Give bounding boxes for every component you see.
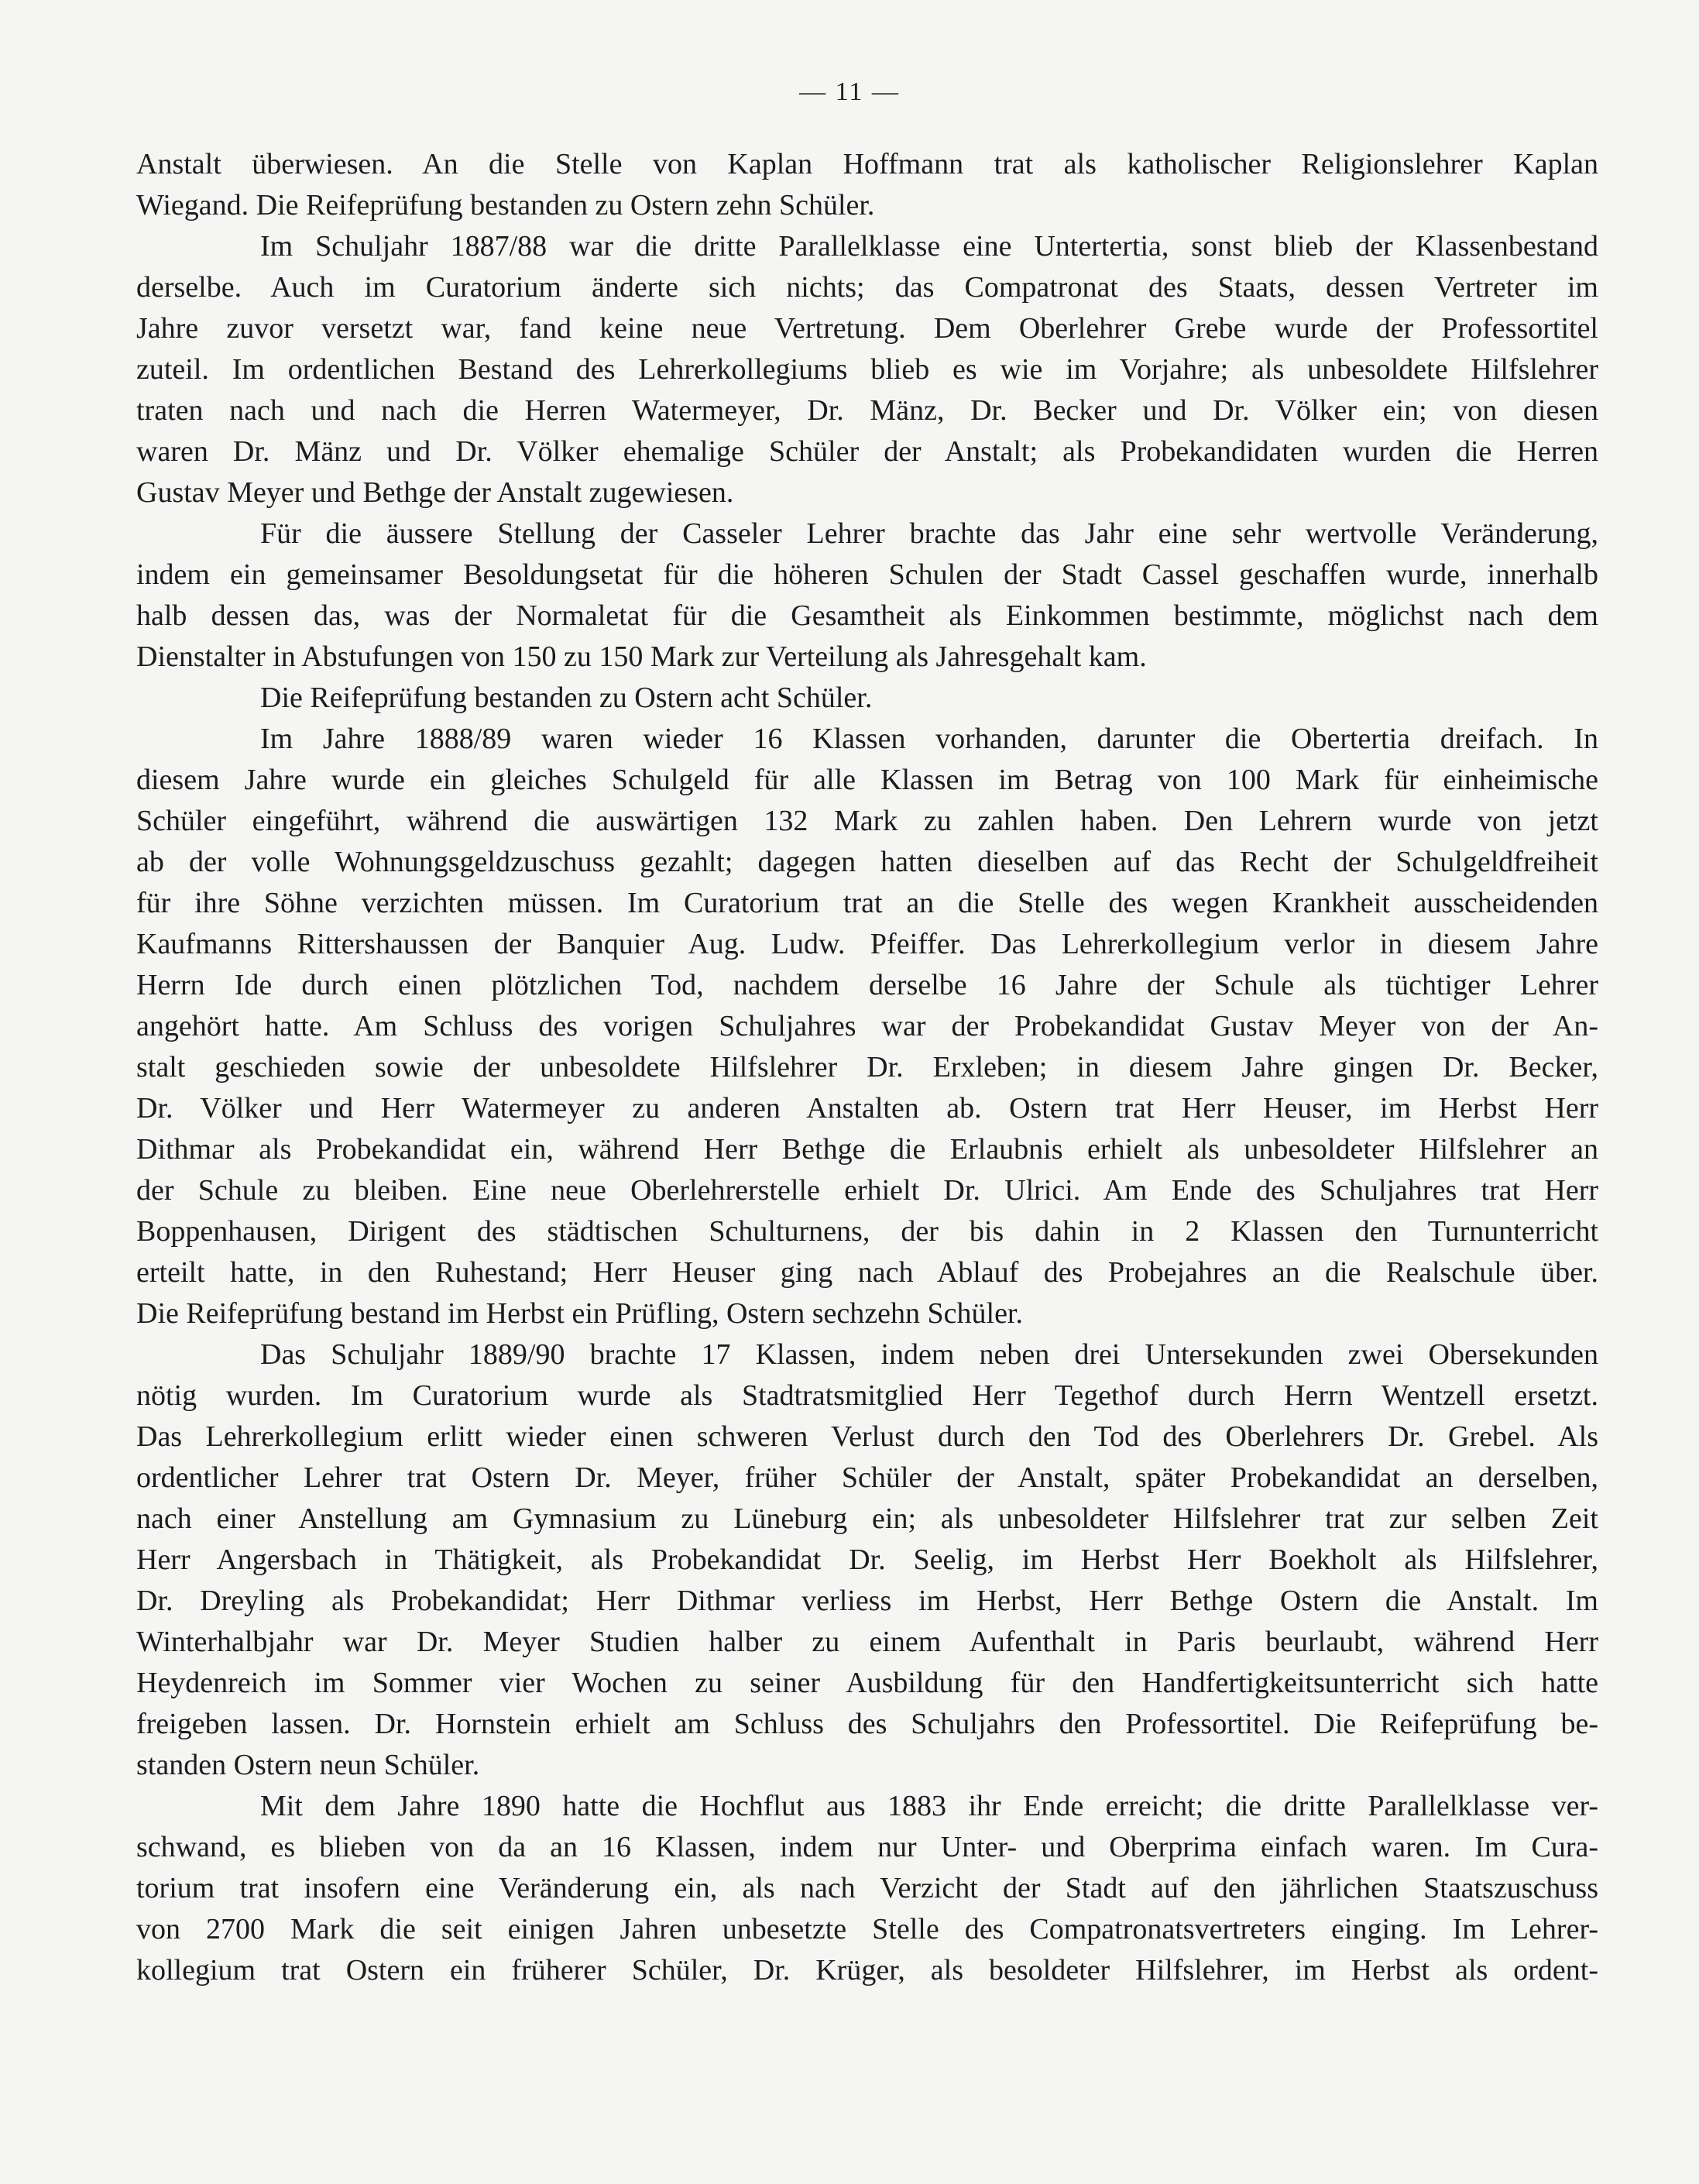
text-line: Im Schuljahr 1887/88 war die dritte Parallelklasse eine Untertertia, sonst blieb der Klassenbestand bbox=[260, 230, 1598, 263]
text-line: Das Lehrerkollegium erlitt wieder einen schweren Verlust durch den Tod des Oberlehrers Dr. Grebel. Als bbox=[136, 1420, 1598, 1453]
paragraph bbox=[136, 1786, 1598, 1991]
paragraph bbox=[136, 513, 1598, 678]
text-line: für ihre Söhne verzichten müssen. Im Curatorium trat an die Stelle des wegen Krankheit ausscheidenden bbox=[136, 887, 1598, 919]
text-line: indem ein gemeinsamer Besoldungsetat für die höheren Schulen der Stadt Cassel geschaffen wurde, innerhalb bbox=[136, 558, 1598, 591]
text-line: nach einer Anstellung am Gymnasium zu Lüneburg ein; als unbesoldeter Hilfslehrer trat zur selben Zeit bbox=[136, 1502, 1598, 1535]
paragraph bbox=[136, 144, 1598, 226]
text-line: von 2700 Mark die seit einigen Jahren unbesetzte Stelle des Compatronatsvertreters einging. Im Lehrer- bbox=[136, 1913, 1598, 1945]
paragraph bbox=[136, 226, 1598, 513]
page-number: — 11 — bbox=[799, 77, 900, 106]
text-line: Winterhalbjahr war Dr. Meyer Studien halber zu einem Aufenthalt in Paris beurlaubt, während Herr bbox=[136, 1626, 1598, 1658]
text-line: Die Reifeprüfung bestand im Herbst ein Prüfling, Ostern sechzehn Schüler. bbox=[136, 1297, 1023, 1330]
text-line: torium trat insofern eine Veränderung ein, als nach Verzicht der Stadt auf den jährlichen Staatszuschuss bbox=[136, 1872, 1598, 1904]
text-line: Dienstalter in Abstufungen von 150 zu 150 Mark zur Verteilung als Jahresgehalt kam. bbox=[136, 640, 1147, 673]
text-line: ab der volle Wohnungsgeldzuschuss gezahlt; dagegen hatten dieselben auf das Recht der Schulgeldfreiheit bbox=[136, 846, 1598, 878]
text-body bbox=[136, 144, 1598, 1991]
text-line: ordentlicher Lehrer trat Ostern Dr. Meyer, früher Schüler der Anstalt, später Probekandidat an derselben, bbox=[136, 1461, 1598, 1494]
paragraph bbox=[136, 1334, 1598, 1786]
text-line: Schüler eingeführt, während die auswärtigen 132 Mark zu zahlen haben. Den Lehrern wurde von jetzt bbox=[136, 805, 1598, 837]
text-line: Dr. Völker und Herr Watermeyer zu anderen Anstalten ab. Ostern trat Herr Heuser, im Herbst Herr bbox=[136, 1092, 1598, 1125]
text-line: Kaufmanns Rittershaussen der Banquier Aug. Ludw. Pfeiffer. Das Lehrerkollegium verlor in diesem Jahre bbox=[136, 928, 1598, 960]
text-line: zuteil. Im ordentlichen Bestand des Lehrerkollegiums blieb es wie im Vorjahre; als unbesoldete Hilfslehrer bbox=[136, 353, 1598, 386]
text-line: Heydenreich im Sommer vier Wochen zu seiner Ausbildung für den Handfertigkeitsunterricht sich hatte bbox=[136, 1667, 1598, 1699]
text-line: Herrn Ide durch einen plötzlichen Tod, nachdem derselbe 16 Jahre der Schule als tüchtiger Lehrer bbox=[136, 969, 1598, 1001]
text-line: Gustav Meyer und Bethge der Anstalt zugewiesen. bbox=[136, 476, 734, 509]
text-line: nötig wurden. Im Curatorium wurde als Stadtratsmitglied Herr Tegethof durch Herrn Wentzell ersetzt. bbox=[136, 1379, 1598, 1412]
text-line: stalt geschieden sowie der unbesoldete Hilfslehrer Dr. Erxleben; in diesem Jahre gingen Dr. Becker, bbox=[136, 1051, 1598, 1083]
text-line: kollegium trat Ostern ein früherer Schüler, Dr. Krüger, als besoldeter Hilfslehrer, im Herbst als ordent- bbox=[136, 1954, 1598, 1987]
text-line: Dithmar als Probekandidat ein, während Herr Bethge die Erlaubnis erhielt als unbesoldeter Hilfslehrer an bbox=[136, 1133, 1598, 1166]
text-line: Herr Angersbach in Thätigkeit, als Probekandidat Dr. Seelig, im Herbst Herr Boekholt als Hilfslehrer, bbox=[136, 1544, 1598, 1576]
text-line: Im Jahre 1888/89 waren wieder 16 Klassen vorhanden, darunter die Obertertia dreifach. In bbox=[260, 723, 1598, 755]
text-line: waren Dr. Mänz und Dr. Völker ehemalige Schüler der Anstalt; als Probekandidaten wurden die Herren bbox=[136, 435, 1598, 468]
text-line: Boppenhausen, Dirigent des städtischen Schulturnens, der bis dahin in 2 Klassen den Turnunterricht bbox=[136, 1215, 1598, 1248]
text-line: Wiegand. Die Reifeprüfung bestanden zu Ostern zehn Schüler. bbox=[136, 189, 875, 221]
text-line: Anstalt überwiesen. An die Stelle von Kaplan Hoffmann trat als katholischer Religionslehrer Kaplan bbox=[136, 148, 1598, 180]
text-line: traten nach und nach die Herren Watermeyer, Dr. Mänz, Dr. Becker und Dr. Völker ein; von diesen bbox=[136, 394, 1598, 427]
text-line: Jahre zuvor versetzt war, fand keine neue Vertretung. Dem Oberlehrer Grebe wurde der Professortitel bbox=[136, 312, 1598, 345]
text-line: diesem Jahre wurde ein gleiches Schulgeld für alle Klassen im Betrag von 100 Mark für einheimische bbox=[136, 764, 1598, 796]
text-line: angehört hatte. Am Schluss des vorigen Schuljahres war der Probekandidat Gustav Meyer von der An- bbox=[136, 1010, 1598, 1042]
text-line: Die Reifeprüfung bestanden zu Ostern acht Schüler. bbox=[260, 682, 873, 714]
paragraph bbox=[136, 719, 1598, 1334]
text-line: derselbe. Auch im Curatorium änderte sich nichts; das Compatronat des Staats, dessen Vertreter im bbox=[136, 271, 1598, 304]
text-line: der Schule zu bleiben. Eine neue Oberlehrerstelle erhielt Dr. Ulrici. Am Ende des Schuljahres trat Herr bbox=[136, 1174, 1598, 1207]
text-line: Mit dem Jahre 1890 hatte die Hochflut aus 1883 ihr Ende erreicht; die dritte Parallelklasse ver- bbox=[260, 1790, 1598, 1822]
text-line: Für die äussere Stellung der Casseler Lehrer brachte das Jahr eine sehr wertvolle Veränderung, bbox=[260, 517, 1598, 550]
text-line: erteilt hatte, in den Ruhestand; Herr Heuser ging nach Ablauf des Probejahres an die Realschule über. bbox=[136, 1256, 1598, 1289]
text-line: halb dessen das, was der Normaletat für die Gesamtheit als Einkommen bestimmte, möglichst nach dem bbox=[136, 599, 1598, 632]
text-line: schwand, es blieben von da an 16 Klassen, indem nur Unter- und Oberprima einfach waren. Im Cura- bbox=[136, 1831, 1598, 1863]
text-line: standen Ostern neun Schüler. bbox=[136, 1749, 480, 1781]
text-line: freigeben lassen. Dr. Hornstein erhielt am Schluss des Schuljahrs den Professortitel. Die Reifeprüfung be- bbox=[136, 1708, 1598, 1740]
paragraph bbox=[136, 678, 1598, 719]
text-line: Dr. Dreyling als Probekandidat; Herr Dithmar verliess im Herbst, Herr Bethge Ostern die Anstalt. Im bbox=[136, 1585, 1598, 1617]
text-line: Das Schuljahr 1889/90 brachte 17 Klassen, indem neben drei Untersekunden zwei Obersekunden bbox=[260, 1338, 1598, 1371]
